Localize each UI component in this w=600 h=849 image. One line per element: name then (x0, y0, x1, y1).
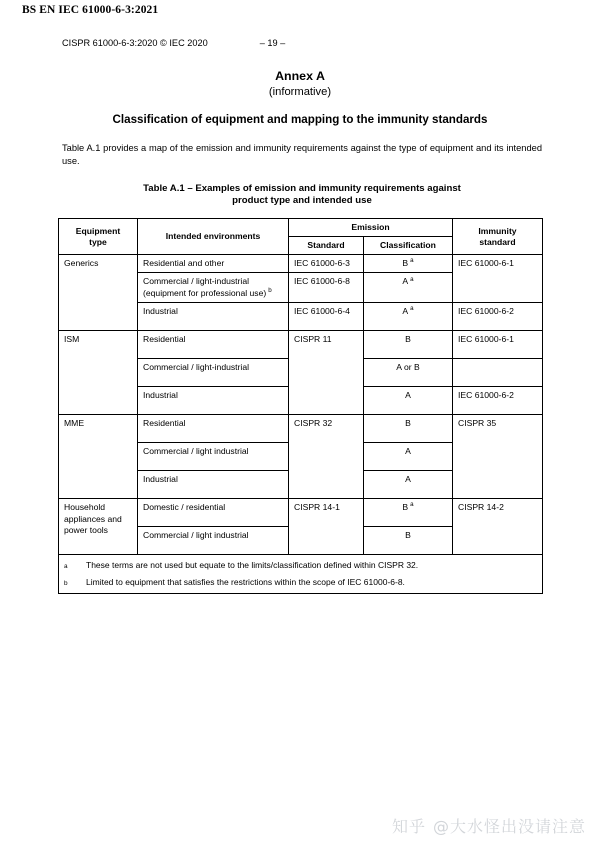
cell-emission-classification (364, 303, 453, 331)
cell-emission-standard: IEC 61000-6-4 (289, 303, 364, 331)
cell-immunity-standard: IEC 61000-6-2 (453, 303, 543, 331)
requirements-table (58, 218, 543, 594)
classification-value: A (405, 474, 411, 485)
environment-line-1: Commercial / light-industrial (143, 276, 250, 287)
cell-environment: Commercial / light industrial (138, 443, 289, 471)
classification-value: A (405, 446, 411, 457)
cell-immunity-standard (453, 359, 543, 387)
cell-emission-standard: CISPR 11 (289, 331, 364, 415)
cell-emission-classification (364, 273, 453, 303)
cell-emission-classification (364, 471, 453, 499)
cell-environment: Industrial (138, 303, 289, 331)
header-intended-environments: Intended environments (138, 219, 289, 255)
cell-environment (138, 273, 289, 303)
cell-emission-classification (364, 527, 453, 555)
classification-value: B (405, 334, 411, 345)
equipment-type-line-1: Household (64, 502, 106, 513)
cell-environment: Industrial (138, 387, 289, 415)
cell-emission-standard: CISPR 32 (289, 415, 364, 499)
footnote-text: Limited to equipment that satisfies the restrictions within the scope of IEC 61000-6-8. (86, 576, 405, 587)
cell-emission-classification (364, 415, 453, 443)
table-caption-line-1: Table A.1 – Examples of emission and immunity requirements against (143, 183, 461, 194)
cell-environment: Residential (138, 415, 289, 443)
cell-environment: Commercial / light industrial (138, 527, 289, 555)
table-body (59, 255, 543, 594)
cell-immunity-standard: IEC 61000-6-1 (453, 255, 543, 303)
classification-value: A (405, 390, 411, 401)
annex-title: Annex A (275, 69, 325, 83)
footnote-item (64, 560, 537, 572)
cell-emission-standard: IEC 61000-6-3 (289, 255, 364, 273)
cell-immunity-standard: IEC 61000-6-2 (453, 387, 543, 415)
footnote-marker: a (410, 275, 414, 283)
standard-reference: CISPR 61000-6-3:2020 © IEC 2020 (62, 38, 208, 48)
header-emission: Emission (289, 219, 453, 237)
footnote-marker: a (410, 257, 414, 265)
cell-emission-classification (364, 255, 453, 273)
classification-value: A or B (396, 362, 420, 373)
header-emission-standard: Standard (289, 237, 364, 255)
footnote-text: These terms are not used but equate to the limits/classification defined within CISPR 32. (86, 560, 419, 571)
cell-immunity-standard: CISPR 14-2 (453, 499, 543, 555)
classification-value: B (405, 530, 411, 541)
table-header-row-1 (59, 219, 543, 237)
cell-immunity-standard: IEC 61000-6-1 (453, 331, 543, 359)
table-footnotes (59, 555, 543, 594)
cell-equipment-type-mme: MME (59, 415, 138, 499)
classification-value: B (402, 502, 409, 513)
header-equipment-type (59, 219, 138, 255)
header-emission-classification: Classification (364, 237, 453, 255)
annex-subtitle: (informative) (268, 86, 332, 98)
cell-environment: Domestic / residential (138, 499, 289, 527)
header-equipment-type-line-2: type (89, 236, 107, 247)
table-row (59, 499, 543, 527)
cell-emission-classification (364, 359, 453, 387)
running-header-reference: BS EN IEC 61000-6-3:2021 (22, 4, 159, 16)
table-row (59, 415, 543, 443)
footnote-marker: a (410, 501, 414, 509)
footnote-item (64, 577, 537, 589)
header-immunity-line-2: standard (479, 236, 516, 247)
cell-environment: Residential (138, 331, 289, 359)
classification-value: A (402, 306, 409, 317)
cell-emission-classification (364, 499, 453, 527)
cell-environment: Residential and other (138, 255, 289, 273)
document-header (62, 38, 542, 48)
watermark-user: @大水怪出没请注意 (432, 817, 586, 836)
table-head (59, 219, 543, 255)
cell-emission-classification (364, 387, 453, 415)
table-row (59, 331, 543, 359)
cell-environment: Commercial / light-industrial (138, 359, 289, 387)
classification-value: B (402, 258, 409, 268)
equipment-type-line-3: power tools (64, 525, 108, 536)
cell-emission-standard: IEC 61000-6-8 (289, 273, 364, 303)
cell-immunity-standard: CISPR 35 (453, 415, 543, 499)
watermark-logo: 知乎 (391, 817, 426, 836)
table-container (58, 218, 542, 594)
classification-value: A (402, 276, 409, 287)
environment-line-2-text: (equipment for professional use) (143, 287, 267, 298)
table-footnotes-row (59, 555, 543, 594)
cell-environment: Industrial (138, 471, 289, 499)
table-caption (62, 183, 542, 208)
cell-equipment-type-household (59, 499, 138, 555)
cell-emission-standard: CISPR 14-1 (289, 499, 364, 555)
table-caption-line-2: product type and intended use (232, 195, 372, 207)
cell-emission-classification (364, 331, 453, 359)
header-equipment-type-line-1: Equipment (75, 225, 121, 236)
footnote-mark: a (64, 563, 68, 571)
header-immunity-line-1: Immunity (478, 225, 517, 236)
classification-value: B (405, 418, 411, 429)
equipment-type-line-2: appliances and (64, 513, 122, 524)
header-immunity-standard (453, 219, 543, 255)
table-row (59, 255, 543, 273)
footnote-mark: b (64, 579, 68, 587)
page-number: – 19 – (259, 38, 286, 48)
intro-paragraph: Table A.1 provides a map of the emission and immunity requirements against the type of equipment and its intended use. (62, 143, 542, 166)
footnote-marker: a (410, 305, 414, 313)
annex-heading: Classification of equipment and mapping to the immunity standards (112, 113, 488, 126)
watermark (392, 814, 586, 837)
footnote-marker: b (268, 286, 272, 294)
environment-line-2 (143, 288, 283, 299)
cell-emission-classification (364, 443, 453, 471)
cell-equipment-type-ism: ISM (59, 331, 138, 415)
cell-equipment-type-generics: Generics (59, 255, 138, 331)
